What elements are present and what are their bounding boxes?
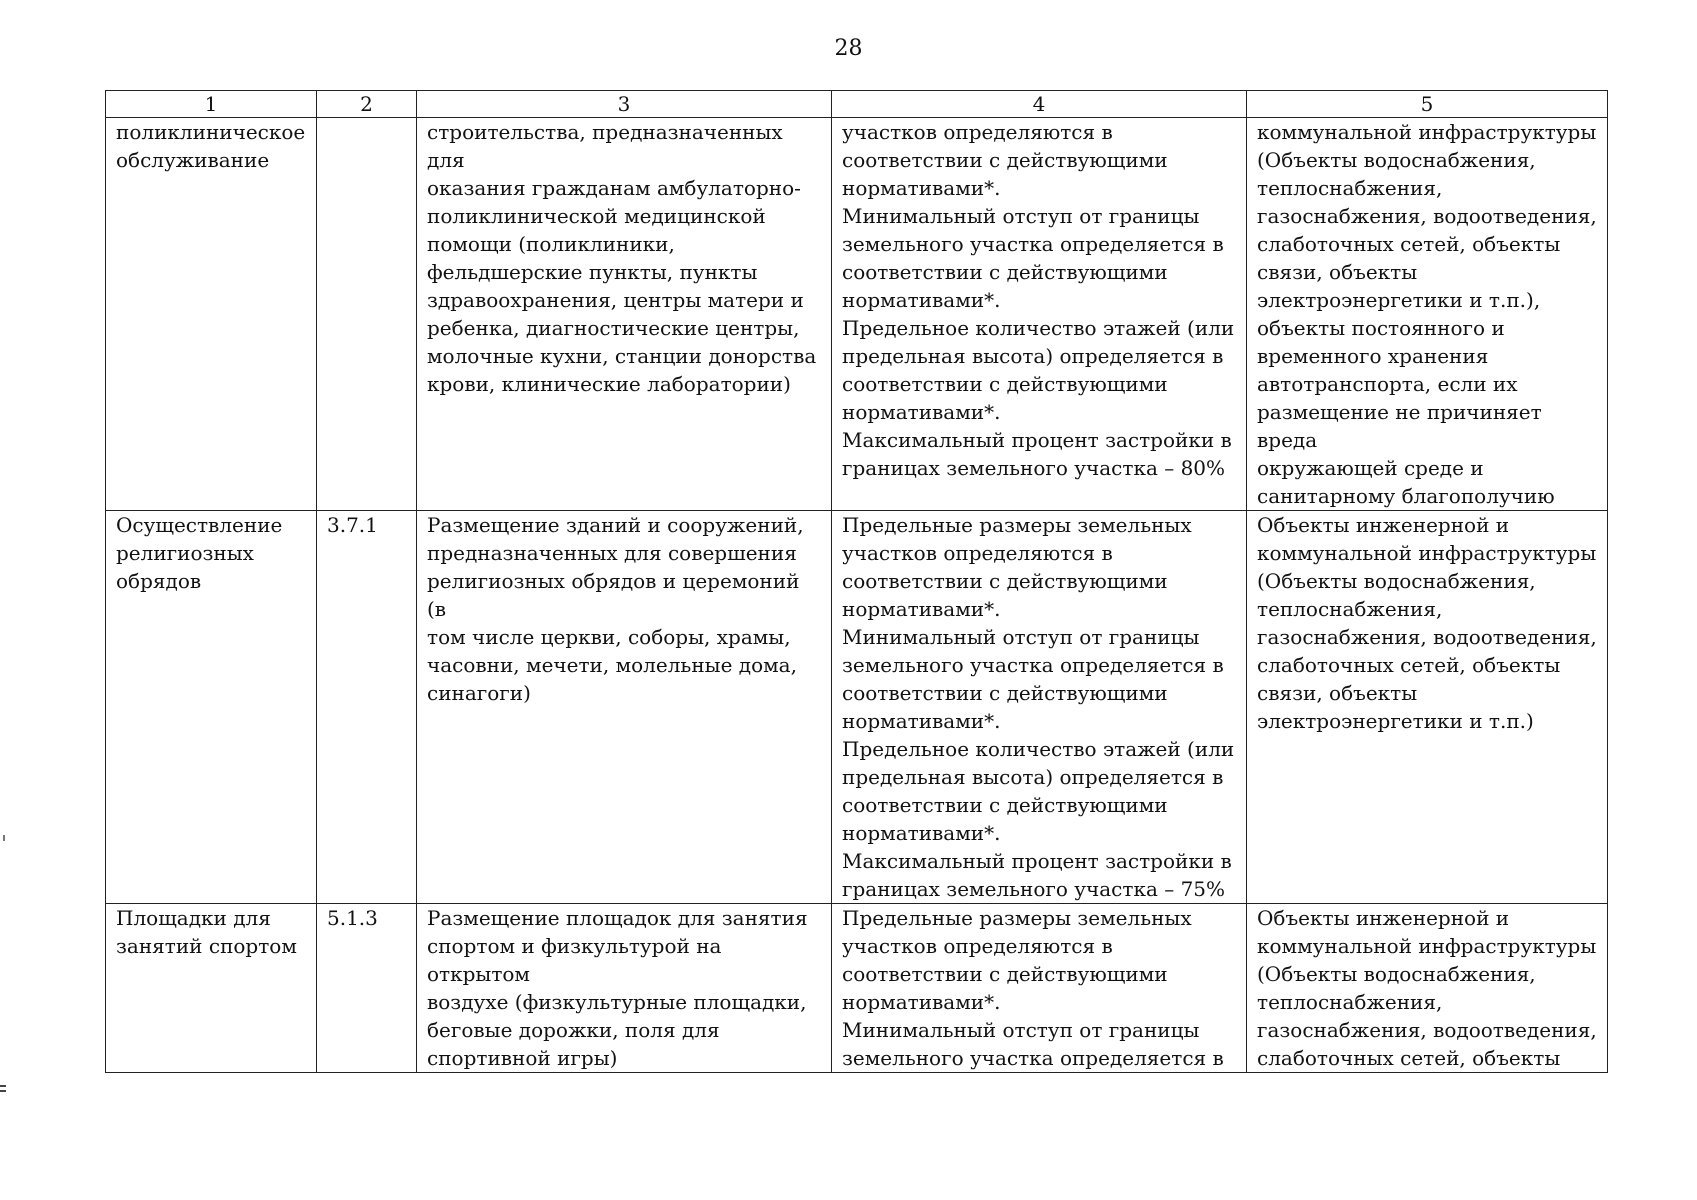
cell-description [417,511,832,904]
cell-text: Осуществление религиозных обрядов [116,513,283,593]
text-line: Минимальный отступ от границы [842,1018,1200,1042]
cell-auxiliary-objects [1247,904,1608,1073]
text-line: нормативами*. [842,176,1001,200]
cell-parameters [832,904,1247,1073]
table-body [106,118,1608,1073]
text-line: соответствии с действующими [842,793,1168,817]
text-line: соответствии с действующими [842,962,1168,986]
cell-land-use-type [106,904,317,1073]
cell-text: Объекты инженерной и коммунальной инфраструктуры (Объекты водоснабжения, теплоснабжения, газоснабжения, водоотведения, слаботочных сетей, объекты связи, объекты электроэнергетики и т.п.) [1257,513,1597,733]
table-row [106,511,1608,904]
cell-text [842,511,1236,903]
cell-text [842,904,1236,1072]
scan-mark [0,1085,6,1087]
text-line: участков определяются в [842,934,1113,958]
cell-text: 5.1.3 [327,906,378,930]
text-line: Предельное количество этажей (или [842,316,1235,340]
cell-code [317,118,417,511]
header-col-2: 2 [317,91,417,118]
text-line: соответствии с действующими [842,148,1168,172]
cell-code [317,904,417,1073]
text-line: нормативами*. [842,288,1001,312]
text-line: Предельные размеры земельных [842,906,1192,930]
text-line: земельного участка определяется в [842,232,1224,256]
header-row [106,91,1608,118]
table-row [106,904,1608,1073]
header-col-5: 5 [1247,91,1608,118]
text-line: границах земельного участка – 80% [842,456,1226,480]
cell-parameters [832,511,1247,904]
text-line: нормативами*. [842,400,1001,424]
scan-mark [0,1090,6,1092]
text-line: Минимальный отступ от границы [842,625,1200,649]
text-line: предельная высота) определяется в [842,344,1224,368]
text-line: Предельные размеры земельных [842,513,1192,537]
text-line: Максимальный процент застройки в [842,428,1232,452]
header-col-3: 3 [417,91,832,118]
cell-text: Площадки для занятий спортом [116,906,297,958]
cell-parameters [832,118,1247,511]
page-number: 28 [834,36,863,61]
table-header [106,91,1608,118]
cell-auxiliary-objects [1247,511,1608,904]
text-line: предельная высота) определяется в [842,765,1224,789]
cell-text: Объекты инженерной и коммунальной инфраструктуры (Объекты водоснабжения, теплоснабжения, газоснабжения, водоотведения, слаботочных сетей, объекты [1257,906,1597,1070]
header-col-4: 4 [832,91,1247,118]
cell-code [317,511,417,904]
text-line: земельного участка определяется в [842,1046,1224,1070]
cell-text: поликлиническое обслуживание [116,120,306,172]
text-line: нормативами*. [842,821,1001,845]
cell-land-use-type [106,511,317,904]
text-line: соответствии с действующими [842,260,1168,284]
cell-description [417,904,832,1073]
cell-description [417,118,832,511]
header-col-1: 1 [106,91,317,118]
text-line: нормативами*. [842,597,1001,621]
cell-auxiliary-objects [1247,118,1608,511]
cell-text [842,118,1236,482]
text-line: соответствии с действующими [842,569,1168,593]
scan-mark [3,835,5,841]
text-line: границах земельного участка – 75% [842,877,1226,901]
text-line: Максимальный процент застройки в [842,849,1232,873]
text-line: соответствии с действующими [842,372,1168,396]
table-row [106,118,1608,511]
zoning-table [105,90,1608,1073]
cell-text: Размещение зданий и сооружений, предназначенных для совершения религиозных обрядов и церемоний (в том числе церкви, соборы, храмы, часовни, мечети, молельные дома, синагоги) [427,513,804,705]
text-line: Предельное количество этажей (или [842,737,1235,761]
text-line: нормативами*. [842,990,1001,1014]
text-line: земельного участка определяется в [842,653,1224,677]
text-line: Минимальный отступ от границы [842,204,1200,228]
cell-land-use-type [106,118,317,511]
text-line: нормативами*. [842,709,1001,733]
text-line: участков определяются в [842,541,1113,565]
cell-text: Размещение площадок для занятия спортом и физкультурой на открытом воздухе (физкультурные площадки, беговые дорожки, поля для спортивной игры) [427,906,808,1070]
cell-text: строительства, предназначенных для оказания гражданам амбулаторно- поликлинической медицинской помощи (поликлиники, фельдшерские пункты, пункты здравоохранения, центры матери и ребенка, диагностические центры, молочные кухни, станции донорства крови, клинические лаборатории) [427,120,817,396]
text-line: соответствии с действующими [842,681,1168,705]
text-line: участков определяются в [842,120,1113,144]
cell-text: 3.7.1 [327,513,378,537]
cell-text: коммунальной инфраструктуры (Объекты водоснабжения, теплоснабжения, газоснабжения, водоотведения, слаботочных сетей, объекты связи, объекты электроэнергетики и т.п.), объекты постоянного и временного хранения автотранспорта, если их размещение не причиняет вреда окружающей среде и санитарному благополучию [1257,120,1597,508]
